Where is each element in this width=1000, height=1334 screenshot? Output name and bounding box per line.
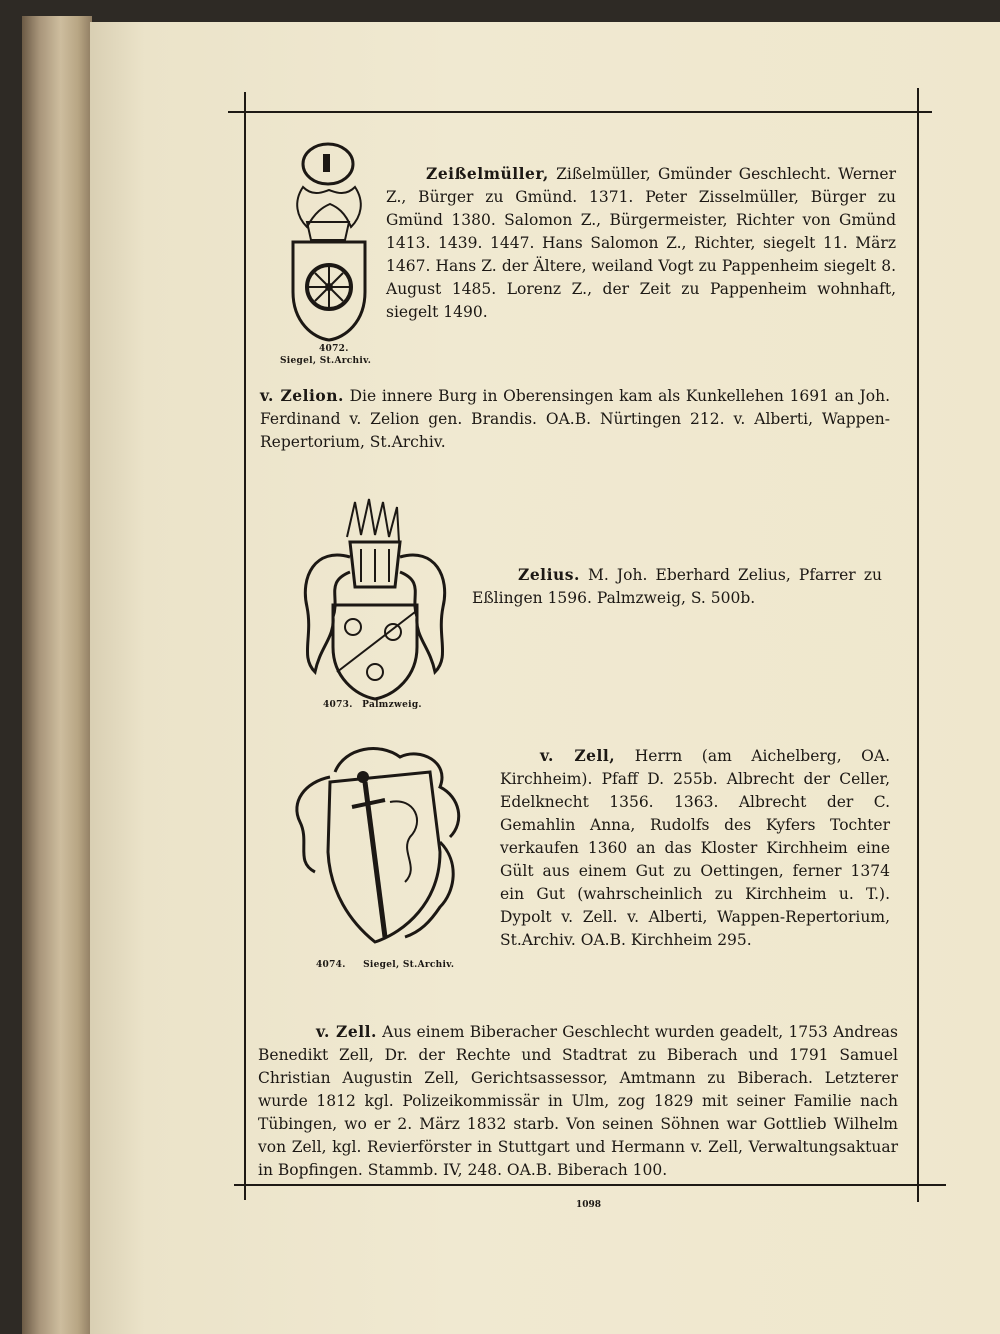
entry-head: v. Zell. bbox=[316, 1022, 377, 1041]
entry-zeisselmueller bbox=[386, 162, 896, 324]
book-page bbox=[90, 22, 1000, 1334]
coat-of-arms-4073 bbox=[295, 497, 455, 702]
frame-bottom-rule bbox=[234, 1184, 946, 1186]
crest-bar bbox=[323, 154, 330, 172]
mantling-right bbox=[400, 555, 445, 672]
entry-zell-herrn bbox=[500, 744, 890, 952]
figure-caption-4074 bbox=[316, 960, 454, 970]
helm-bars bbox=[361, 549, 389, 582]
figure-source-4074: Siegel, St.Archiv. bbox=[363, 960, 455, 970]
crest-plumes bbox=[347, 499, 399, 542]
helm bbox=[307, 222, 349, 240]
frame-top-rule bbox=[228, 111, 932, 113]
entry-zelion bbox=[260, 384, 890, 454]
figure-number-4072: 4072. bbox=[319, 344, 349, 354]
foliage-right bbox=[405, 842, 453, 937]
entry-head: v. Zell, bbox=[540, 746, 616, 765]
figure-number-4073: 4073. bbox=[323, 700, 353, 710]
entry-zell-biberach bbox=[258, 1020, 898, 1182]
figure-number-4074: 4074. bbox=[316, 960, 346, 970]
entry-head: Zeißelmüller, bbox=[426, 164, 549, 183]
wheel-spokes bbox=[309, 267, 349, 307]
entry-head: Zelius. bbox=[518, 565, 580, 584]
coat-of-arms-4072 bbox=[285, 142, 375, 342]
entry-text: M. Joh. Eberhard Zelius, Pfarrer zu Eßlingen 1596. Palmzweig, S. 500b. bbox=[472, 566, 882, 607]
figure-caption-4073 bbox=[323, 700, 422, 710]
foliage-inner bbox=[390, 801, 417, 882]
entry-text: Herrn (am Aichelberg, OA. Kirchheim). Pfaff D. 255b. Albrecht der Celler, Edelknecht 1356. 1363. Albrecht der C. Gemahlin Anna, Rudolfs des Kyfers Tochter verkaufen 1360 an das Kloster Kirchheim eine Gült aus einem Gut zu Oettingen, ferner 1374 ein Gut (wahrscheinlich zu Kirchheim u. T.). Dypolt v. Zell. v. Alberti, Wappen-Repertorium, St.Archiv. OA.B. Kirchheim 295. bbox=[500, 747, 890, 949]
entry-head: v. Zelion. bbox=[260, 386, 344, 405]
coat-of-arms-4074 bbox=[290, 742, 470, 952]
foliage-top bbox=[335, 749, 459, 837]
mantling-left bbox=[305, 555, 350, 672]
page-stack-edge bbox=[22, 16, 92, 1334]
entry-text: Zißelmüller, Gmünder Geschlecht. Werner Z., Bürger zu Gmünd. 1371. Peter Zisselmüller, Bürger zu Gmünd 1380. Salomon Z., Bürgermeister, Richter von Gmünd 1413. 1439. 1447. Hans Salomon Z., Richter, siegelt 11. März 1467. Hans Z. der Ältere, weiland Vogt zu Pappenheim siegelt 8. August 1485. Lorenz Z., der Zeit zu Pappenheim wohnhaft, siegelt 1490. bbox=[386, 165, 896, 321]
frame-left-rule bbox=[244, 92, 246, 1200]
entry-text: Die innere Burg in Oberensingen kam als Kunkellehen 1691 an Joh. Ferdinand v. Zelion gen. Brandis. OA.B. Nürtingen 212. v. Alberti, Wappen-Repertorium, St.Archiv. bbox=[260, 387, 891, 451]
dagger-pommel bbox=[357, 771, 369, 783]
entry-zelius bbox=[472, 563, 882, 610]
figure-source-4072: Siegel, St.Archiv. bbox=[280, 356, 372, 366]
frame-right-rule bbox=[917, 88, 919, 1202]
entry-text: Aus einem Biberacher Geschlecht wurden geadelt, 1753 Andreas Benedikt Zell, Dr. der Rechte und Stadtrat zu Biberach und 1791 Samuel Christian Augustin Zell, Gerichtsassessor, Amtmann zu Biberach. Letzterer wurde 1812 kgl. Polizeikommissär in Ulm, zog 1829 mit seiner Familie nach Tübingen, wo er 2. März 1832 starb. Von seinen Söhnen war Gottlieb Wilhelm von Zell, kgl. Revierförster in Stuttgart und Hermann v. Zell, Verwaltungsaktuar in Bopfingen. Stammb. IV, 248. OA.B. Biberach 100. bbox=[258, 1023, 898, 1179]
figure-source-4073: Palmzweig. bbox=[362, 700, 422, 710]
page-number: 1098 bbox=[576, 1200, 602, 1210]
foliage-left bbox=[297, 777, 330, 872]
